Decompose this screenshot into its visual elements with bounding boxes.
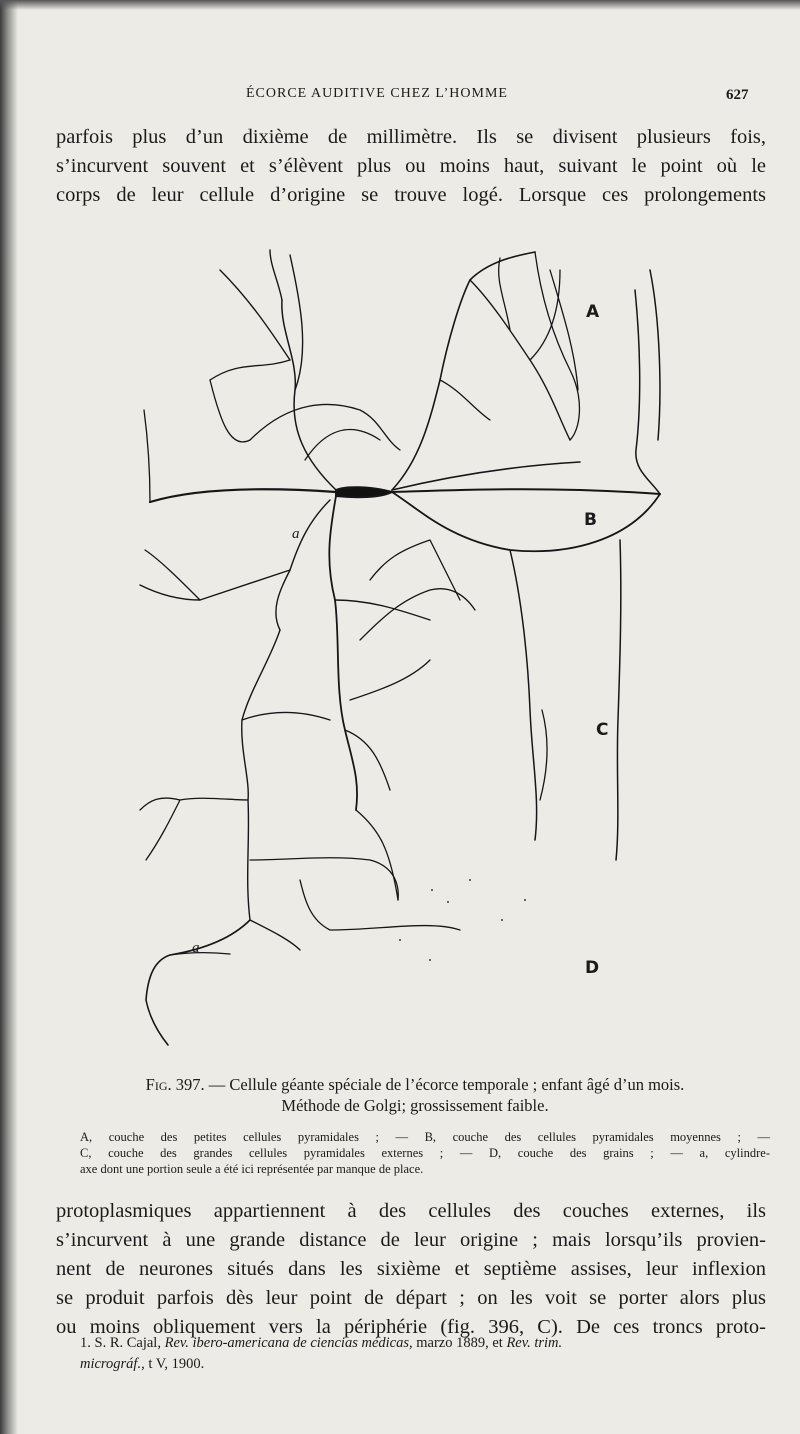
layer-label-b: B <box>584 510 597 530</box>
stipple <box>399 879 526 961</box>
footnote-marker: 1. <box>80 1335 91 1351</box>
dendrite <box>356 810 398 900</box>
dendrite <box>300 880 460 930</box>
axon-label-upper: a <box>292 526 300 542</box>
axon <box>146 920 250 1045</box>
dendrite <box>392 252 535 490</box>
dendrite <box>616 540 621 860</box>
footnote <box>80 1333 770 1375</box>
dendrite <box>145 550 200 600</box>
neuron-figure <box>130 240 690 1050</box>
dendrite <box>499 258 510 330</box>
page-edge-shadow <box>0 0 18 1434</box>
dendrite <box>270 250 282 300</box>
page-number: 627 <box>726 87 749 103</box>
dendrite <box>248 800 300 950</box>
axon-label-lower: a <box>192 940 200 956</box>
legend-line: axe dont une portion seule a été ici représentée par manque de place. <box>80 1162 424 1176</box>
footnote-journal-2-cont: micrográf., <box>80 1356 145 1372</box>
layer-label-c: C <box>596 720 609 740</box>
dendrite <box>144 410 150 502</box>
axon-collateral <box>276 500 330 630</box>
axon-collateral <box>370 540 460 600</box>
footnote-journal-2: Rev. trim. <box>506 1335 563 1351</box>
layer-label-a: A <box>586 302 600 322</box>
footnote-line-2 <box>80 1354 770 1375</box>
legend-line: A, couche des petites cellules pyramidales ; — B, couche des cellules pyramidales moyennes ; — <box>80 1130 770 1144</box>
footnote-date: marzo 1889, et <box>416 1335 503 1351</box>
axon <box>329 496 357 810</box>
paragraph-line: corps de leur cellule d’origine se trouve logé. Lorsque ces prolongements <box>56 184 766 206</box>
paragraph-line: parfois plus d’un dixième de millimètre. Ils se divisent plusieurs fois, <box>56 126 766 148</box>
legend-line: C, couche des grandes cellules pyramidales externes ; — D, couche des grains ; — a, cylindre- <box>80 1146 770 1160</box>
layer-label-d: D <box>585 958 600 978</box>
golgi-neuron-drawing <box>130 240 690 1050</box>
running-head <box>0 86 800 108</box>
dendrite <box>210 360 290 380</box>
paragraph-line: protoplasmiques appartiennent à des cellules des couches externes, ils <box>56 1200 766 1222</box>
running-title: ÉCORCE AUDITIVE CHEZ L’HOMME <box>246 86 508 101</box>
dendrite <box>140 570 290 600</box>
figure-caption <box>70 1074 760 1116</box>
dendrite <box>150 489 336 502</box>
dendrite <box>392 489 660 494</box>
dendrite <box>530 270 560 360</box>
footnote-line-1 <box>80 1333 770 1354</box>
dendrite <box>250 858 398 900</box>
footnote-volume: t V, 1900. <box>148 1356 205 1372</box>
dendrite <box>550 270 578 390</box>
dendrite <box>635 290 660 494</box>
paragraph-line: s’incurvent à une grande distance de leur origine ; mais lorsqu’ils provien- <box>56 1229 766 1251</box>
axon-collateral <box>350 660 430 700</box>
caption-text: — Cellule géante spéciale de l’écorce temporale ; enfant âgé d’un mois. <box>208 1075 685 1094</box>
top-paragraph <box>56 123 766 210</box>
footnote-journal: Rev. ibero-americana de ciencias médicas, <box>164 1335 413 1351</box>
dendrite <box>510 550 537 840</box>
dendrite <box>210 380 250 442</box>
footnote-author: S. R. Cajal, <box>94 1335 161 1351</box>
dendrite <box>650 270 660 440</box>
figure-number: Fig. 397. <box>145 1075 205 1094</box>
dendrite <box>282 300 336 490</box>
dendrite <box>392 462 580 490</box>
figure-legend <box>80 1129 770 1177</box>
dendrite <box>440 380 490 420</box>
paragraph-line: se produit parfois dès leur point de départ ; on les voit se porter alors plus <box>56 1287 766 1309</box>
dendrite <box>250 404 400 450</box>
dendrite <box>220 270 290 360</box>
caption-line-1 <box>70 1074 760 1095</box>
page-top-shadow <box>0 0 800 10</box>
dendrite <box>290 255 303 390</box>
axon-collateral <box>335 600 430 620</box>
paragraph-line: ou moins obliquement vers la périphérie (fig. 396, C). De ces troncs proto- <box>56 1316 766 1338</box>
dendrite <box>242 713 330 721</box>
dendrite <box>540 710 547 800</box>
paragraph-line: nent de neurones situés dans les sixième et septième assises, leur inflexion <box>56 1258 766 1280</box>
caption-line-2: Méthode de Golgi; grossissement faible. <box>281 1096 549 1115</box>
dendrite <box>140 798 180 810</box>
dendrite <box>305 430 380 460</box>
dendrite <box>146 798 248 860</box>
cell-body <box>336 487 392 497</box>
paragraph-line: s’incurvent souvent et s’élèvent plus ou moins haut, suivant le point où le <box>56 155 766 177</box>
bottom-paragraph <box>56 1197 766 1342</box>
